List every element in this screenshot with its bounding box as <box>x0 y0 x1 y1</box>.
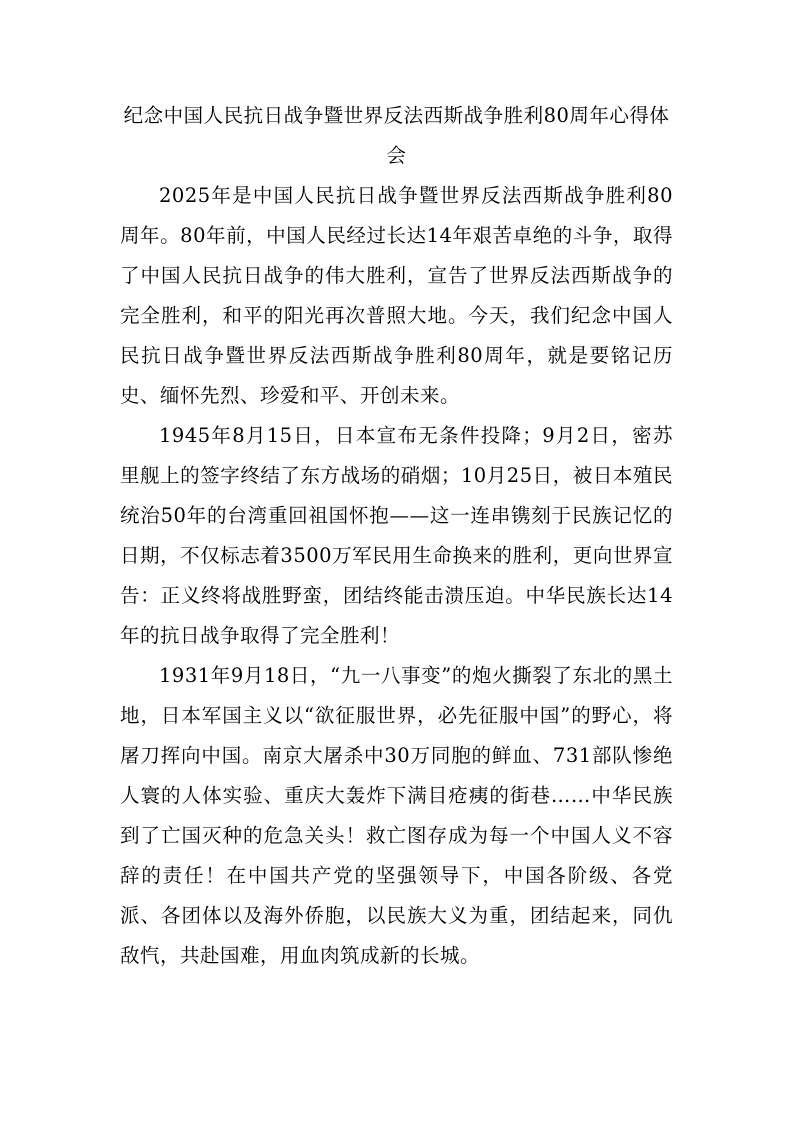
paragraph-1: 2025年是中国人民抗日战争暨世界反法西斯战争胜利80周年。80年前，中国人民经过长达14年艰苦卓绝的斗争，取得了中国人民抗日战争的伟大胜利，宣告了世界反法西斯战争的完全胜利，和平的阳光再次普照大地。今天，我们纪念中国人民抗日战争暨世界反法西斯战争胜利80周年，就是要铭记历史、缅怀先烈、珍爱和平、开创未来。 <box>120 184 673 407</box>
paragraph-2: 1945年8月15日，日本宣布无条件投降；9月2日，密苏里舰上的签字终结了东方战场的硝烟；10月25日，被日本殖民统治50年的台湾重回祖国怀抱——这一连串镌刻于民族记忆的日期，不仅标志着3500万军民用生命换来的胜利，更向世界宣告：正义终将战胜野蛮，团结终能击溃压迫。中华民族长达14年的抗日战争取得了完全胜利！ <box>120 424 673 647</box>
document-title: 纪念中国人民抗日战争暨世界反法西斯战争胜利80周年心得体会 <box>123 104 670 167</box>
paragraph-3: 1931年9月18日，“九一八事变”的炮火撕裂了东北的黑土地，日本军国主义以“欲征服世界，必先征服中国”的野心，将屠刀挥向中国。南京大屠杀中30万同胞的鲜血、731部队惨绝人寰的人体实验、重庆大轰炸下满目疮痍的街巷……中华民族到了亡国灭种的危急关头！救亡图存成为每一个中国人义不容辞的责任！在中国共产党的坚强领导下，中国各阶级、各党派、各团体以及海外侨胞，以民族大义为重，团结起来，同仇敌忾，共赴国难，用血肉筑成新的长城。 <box>120 664 673 967</box>
document-page <box>120 96 673 976</box>
